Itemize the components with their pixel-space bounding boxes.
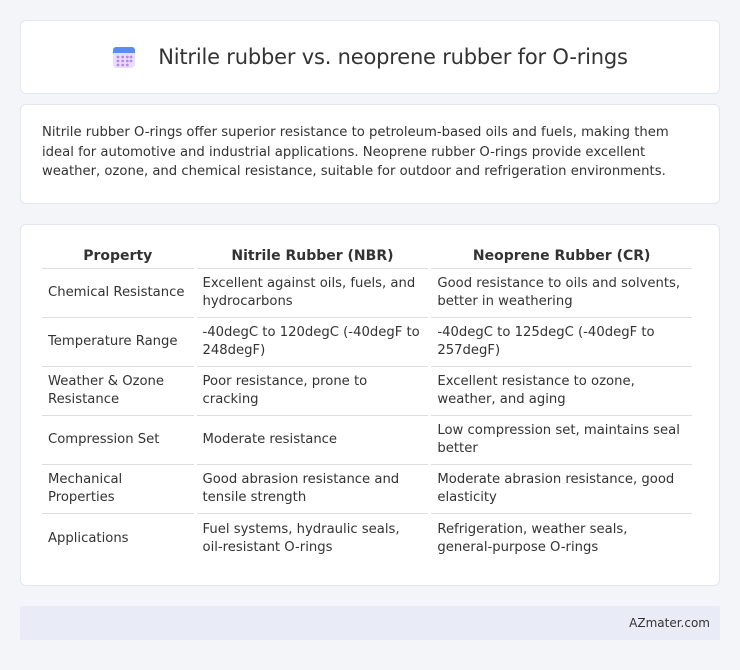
table-row (42, 269, 692, 318)
footer-site-link[interactable]: AZmater.com (629, 616, 710, 630)
cell-nitrile: Moderate resistance (197, 416, 429, 465)
cell-property: Weather & Ozone Resistance (42, 367, 194, 416)
cell-neoprene: Low compression set, maintains seal better (431, 416, 692, 465)
comparison-table (39, 245, 695, 563)
cell-nitrile: Good abrasion resistance and tensile strength (197, 465, 429, 514)
cell-property: Temperature Range (42, 318, 194, 367)
cell-neoprene: Excellent resistance to ozone, weather, and aging (431, 367, 692, 416)
cell-property: Compression Set (42, 416, 194, 465)
table-row (42, 318, 692, 367)
comparison-table-card (20, 224, 720, 586)
table-row (42, 514, 692, 563)
cell-neoprene: Moderate abrasion resistance, good elasticity (431, 465, 692, 514)
table-row (42, 367, 692, 416)
table-row (42, 465, 692, 514)
footer (20, 606, 720, 640)
table-row (42, 416, 692, 465)
cell-property: Mechanical Properties (42, 465, 194, 514)
table-header-row (42, 245, 692, 269)
cell-neoprene: -40degC to 125degC (-40degF to 257degF) (431, 318, 692, 367)
cell-nitrile: Excellent against oils, fuels, and hydrocarbons (197, 269, 429, 318)
cell-nitrile: -40degC to 120degC (-40degF to 248degF) (197, 318, 429, 367)
cell-nitrile: Fuel systems, hydraulic seals, oil-resistant O-rings (202, 521, 400, 555)
page-title: Nitrile rubber vs. neoprene rubber for O-rings (158, 45, 628, 69)
cell-neoprene: Good resistance to oils and solvents, better in weathering (431, 269, 692, 318)
cell-property: Applications (48, 530, 129, 546)
cell-neoprene: Refrigeration, weather seals, general-purpose O-rings (437, 521, 628, 555)
header-neoprene: Neoprene Rubber (CR) (431, 245, 692, 269)
intro-paragraph: Nitrile rubber O-rings offer superior resistance to petroleum-based oils and fuels, making them ideal for automotive and industrial applications. Neoprene rubber O-rings provide excellent weather, ozone, and chemical resistance, suitable for outdoor and refrigeration environments. (42, 125, 669, 179)
header-nitrile: Nitrile Rubber (NBR) (197, 245, 429, 269)
header-property: Property (42, 245, 194, 269)
calendar-icon (112, 45, 136, 69)
cell-nitrile: Poor resistance, prone to cracking (197, 367, 429, 416)
cell-property: Chemical Resistance (42, 269, 194, 318)
intro-card (20, 104, 720, 204)
title-card (20, 20, 720, 94)
